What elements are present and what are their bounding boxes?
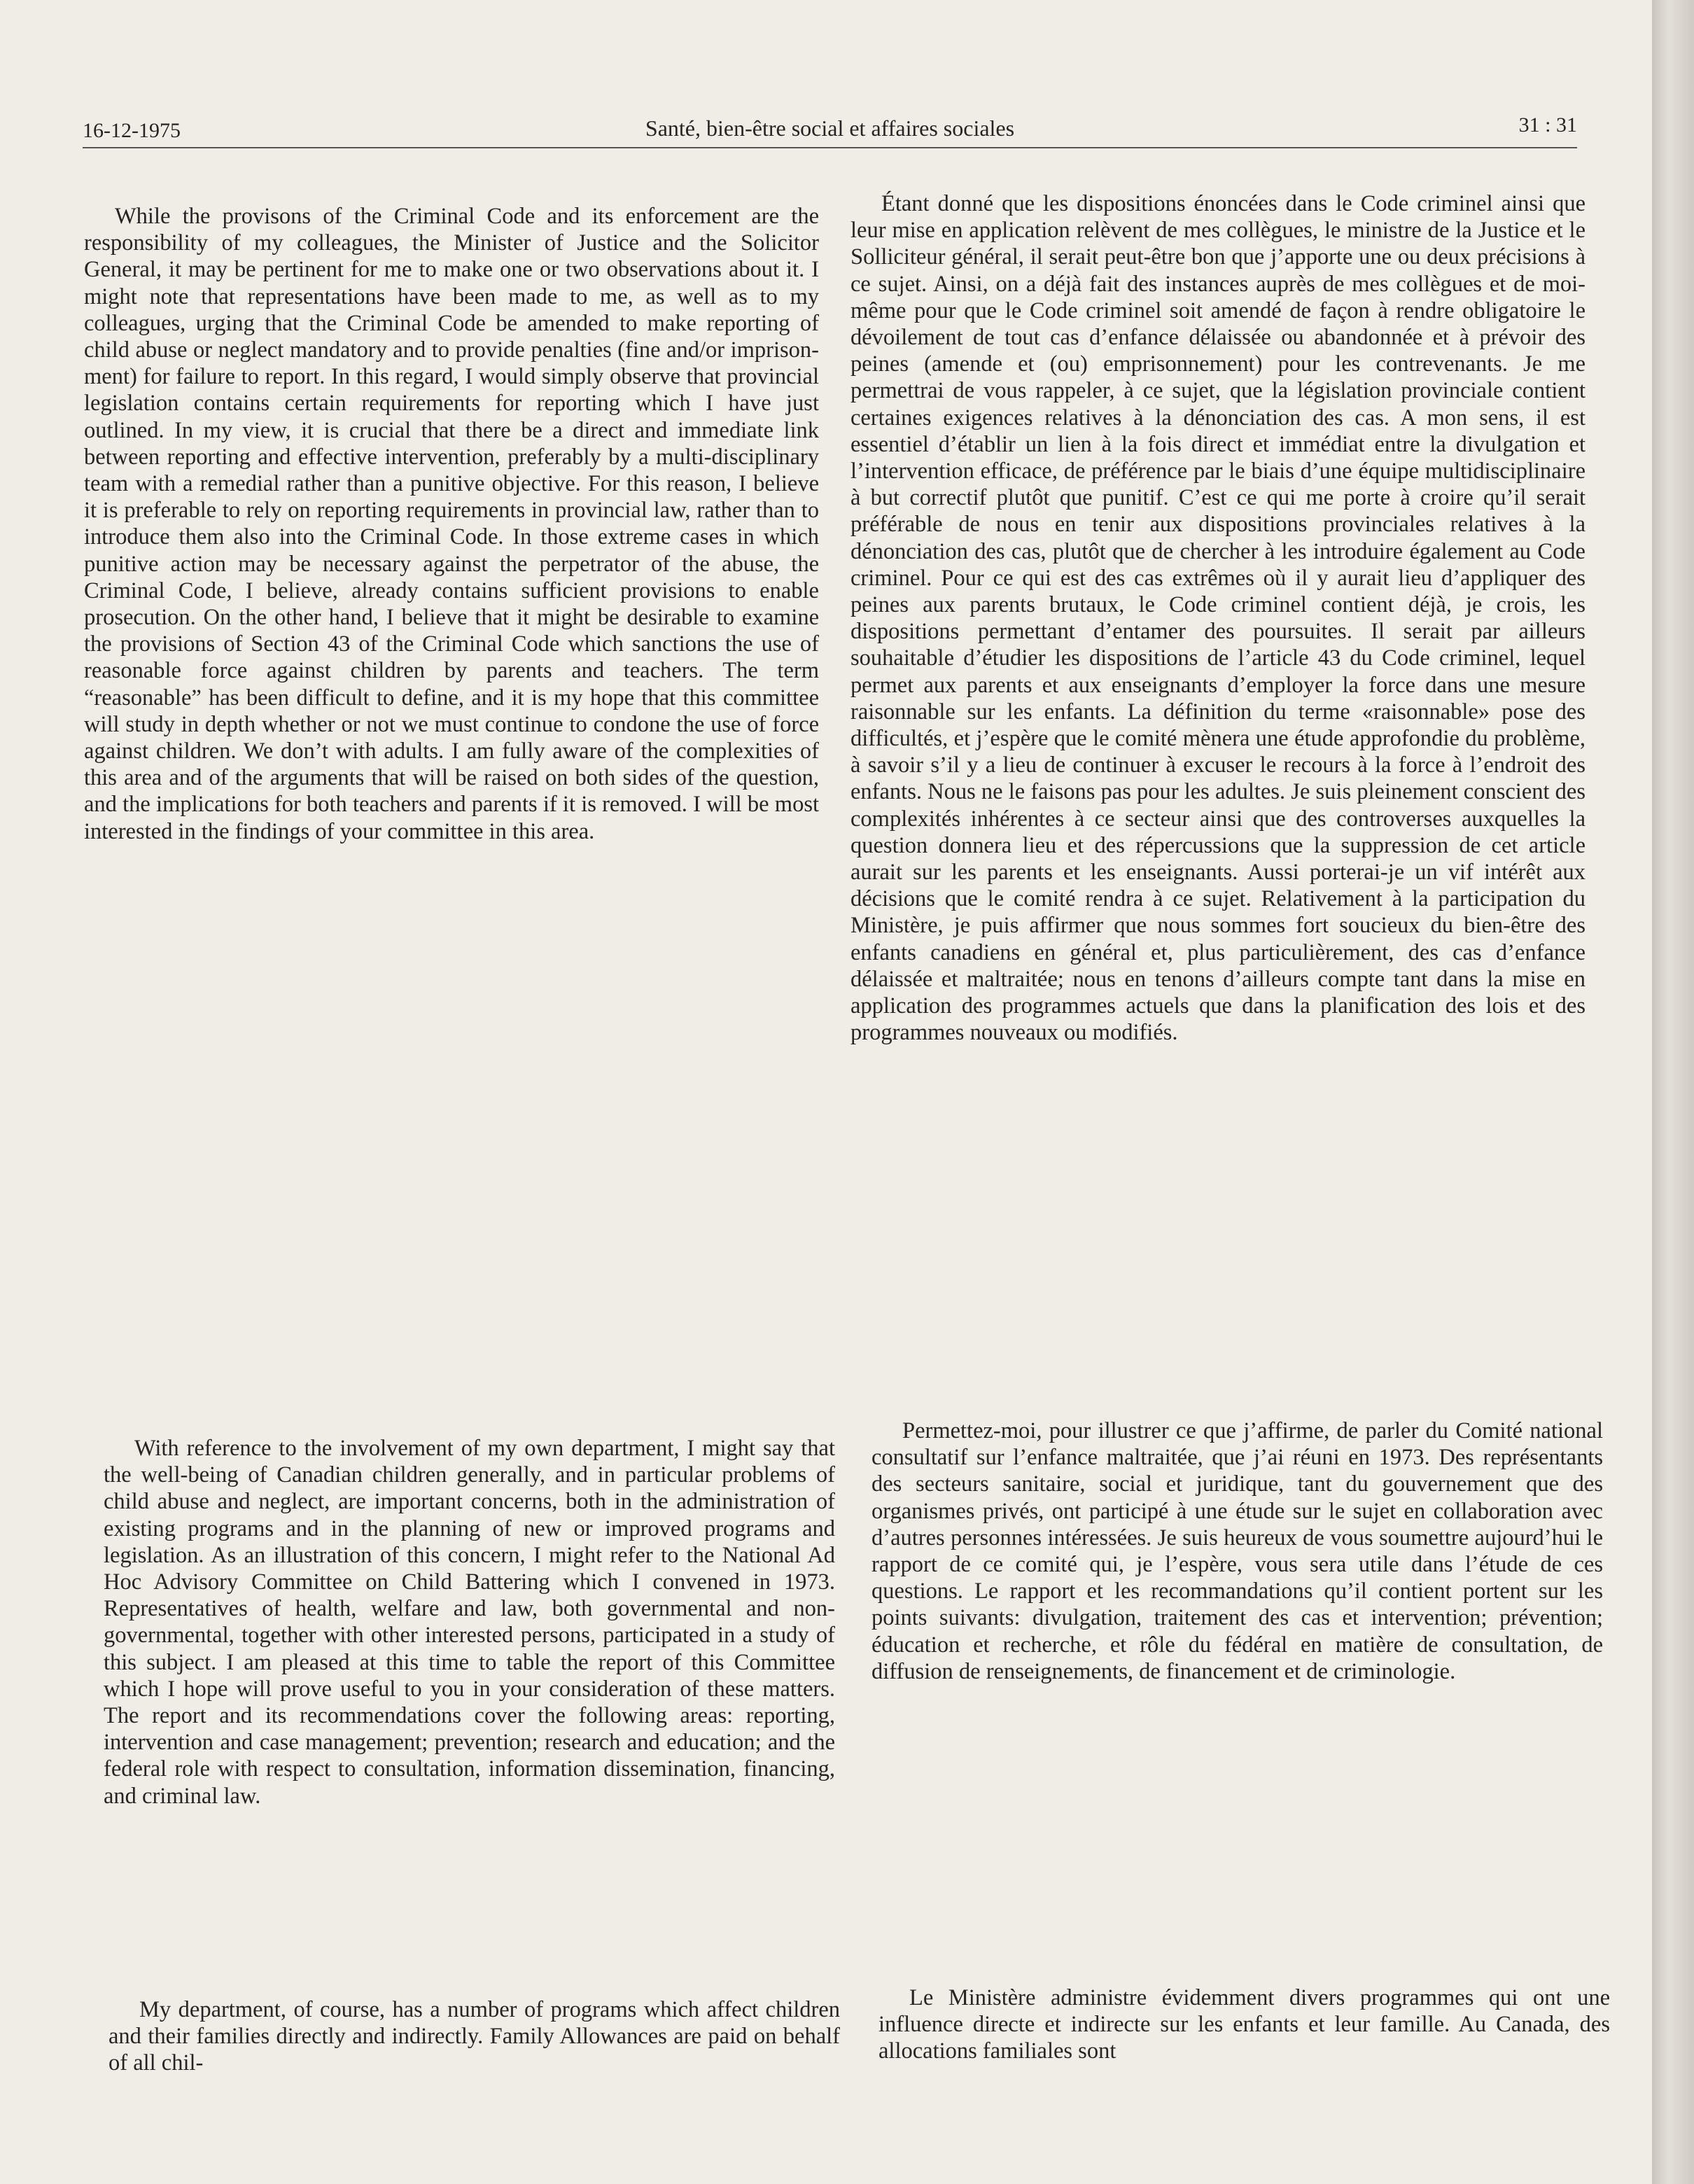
paragraph-text: Le Ministère administre évidemment divers programmes qui ont une influence directe et indirecte sur les enfants et leur famille. Au Canada, des allocations familiales sont [878, 1985, 1610, 2064]
header-date: 16-12-1975 [83, 119, 181, 142]
paragraph-text: Étant donné que les dispositions énoncées dans le Code criminel ainsi que leur mise en application relèvent de mes collègues, le ministre de la Justice et le Solliciteur général, il serait peut-être bon que j’apporte une ou deux précisions à ce sujet. Ainsi, on a déjà fait des instances auprès de mes collègues et de moi-même pour que le Code criminel soit amendé de façon à rendre obligatoire le dévoilement de tout cas d’enfance délaissée ou abandonnée et à prévoir des peines (amende et (ou) emprisonnement) pour les contrevenants. Je me permettrai de vous rappeler, à ce sujet, que la législation provinciale contient certaines exigences relatives à la dénonciation des cas. A mon sens, il est essentiel d’établir un lien à la fois direct et immédiat entre la divulgation et l’intervention efficace, de préférence par le biais d’une équipe multidisciplinaire à but correctif plutôt que punitif. C’est ce qui me porte à croire qu’il serait préférable de nous en tenir aux dispositions provinciales relatives à la dénonciation des cas, plutôt que de chercher à les introduire également au Code criminel. Pour ce qui est des cas extrêmes où il y aurait lieu d’appliquer des peines aux parents brutaux, le Code criminel contient déjà, je crois, les dispositions permettant d’entamer des poursuites. Il serait par ailleurs souhaitable d’étudier les dispositions de l’article 43 du Code criminel, lequel permet aux parents et aux enseignants d’employer la force dans une mesure raisonnable sur les enfants. La définition du terme «raisonnable» pose des difficultés, et j’espère que le comité mènera une étude approfondie du problème, à savoir s’il y a lieu de continuer à excuser le recours à la force à l’endroit des enfants. Nous ne le faisons pas pour les adultes. Je suis pleinement conscient des complexités inhérentes à ce secteur ainsi que des controverses auxquelles la question donnera lieu et des répercussions que la suppression de cet article aurait sur les parents et les enseignants. Aussi porterai-je un vif intérêt aux décisions que le comité rendra à ce sujet. Relativement à la participation du Ministère, je puis affirmer que nous sommes fort soucieux du bien-être des enfants canadiens en général et, plus particulièrement, des cas d’enfance délaissée et maltraitée; nous en tenons d’ailleurs compte tant dans la mise en application des programmes actuels que dans la planification des lois et des programmes nouveaux ou modifiés. [850, 191, 1586, 1046]
english-paragraph-2 [104, 1435, 835, 1809]
english-paragraph-1 [84, 203, 819, 845]
english-paragraph-3 [108, 1996, 840, 2077]
french-paragraph-1 [850, 190, 1586, 1046]
paragraph-text: With reference to the involvement of my own department, I might say that the well-being of Canadian children generally, and in particular problems of child abuse and neglect, are important concerns, both in the administration of existing programs and in the planning of new or improved programs and legislation. As an illustration of this concern, I might refer to the National Ad Hoc Advisory Committee on Child Battering which I convened in 1973. Representatives of health, welfare and law, both governmental and non-governmental, together with other interested persons, participated in a study of this subject. I am pleased at this time to table the report of this Committee which I hope will prove useful to you in your consideration of these matters. The report and its recommendations cover the following areas: reporting, intervention and case management; prevention; research and education; and the federal role with respect to consultation, information dissemination, financing, and criminal law. [104, 1436, 835, 1809]
french-paragraph-3 [878, 1984, 1610, 2065]
paragraph-text: While the provisons of the Criminal Code and its enforcement are the responsibility of my colleagues, the Minister of Justice and the Solicitor General, it may be pertinent for me to make one or two observations about it. I might note that representations have been made to me, as well as to my colleagues, urging that the Criminal Code be amended to make reporting of child abuse or neglect mandatory and to provide penalties (fine and/or imprisonment) for failure to report. In this regard, I would simply observe that provincial legislation contains certain requirements for reporting which I have just outlined. In my view, it is crucial that there be a direct and immediate link between reporting and effective intervention, preferably by a multi-disciplinary team with a remedial rather than a punitive objective. For this reason, I believe it is preferable to rely on reporting requirements in provincial law, rather than to introduce them also into the Criminal Code. In those extreme cases in which punitive action may be necessary against the perpetrator of the abuse, the Criminal Code, I believe, already contains sufficient provisions to enable prosecution. On the other hand, I believe that it might be desirable to examine the provisions of Section 43 of the Criminal Code which sanctions the use of reasonable force against children by parents and teachers. The term “reasonable” has been difficult to define, and it is my hope that this committee will study in depth whether or not we must continue to condone the use of force against children. We don’t with adults. I am fully aware of the complexities of this area and of the arguments that will be raised on both sides of the question, and the implications for both teachers and parents if it is removed. I will be most interested in the findings of your committee in this area. [84, 204, 819, 844]
french-paragraph-2 [872, 1418, 1603, 1685]
page-edge [1652, 0, 1694, 2184]
running-header [83, 105, 1577, 148]
paragraph-text: Permettez-moi, pour illustrer ce que j’affirme, de parler du Comité national consultatif sur l’enfance maltraitée, que j’ai réuni en 1973. Des représentants des secteurs sanitaire, social et juridique, tant du gouvernement que des organismes privés, ont participé à une étude sur le sujet en collaboration avec d’autres personnes intéressées. Je suis heureux de vous soumettre aujourd’hui le rapport de ce comité qui, je l’espère, vous sera utile dans l’étude de ces questions. Le rapport et les recommandations qu’il contient portent sur les points suivants: divulgation, traitement des cas et intervention; prévention; éducation et recherche, et rôle du fédéral en matière de consultation, de diffusion de renseignements, de financement et de criminologie. [872, 1418, 1603, 1684]
header-title: Santé, bien-être social et affaires sociales [645, 115, 1015, 141]
header-page-number: 31 : 31 [1518, 113, 1577, 136]
paragraph-text: My department, of course, has a number of programs which affect children and their families directly and indirectly. Family Allowances are paid on behalf of all chil- [108, 1997, 840, 2076]
